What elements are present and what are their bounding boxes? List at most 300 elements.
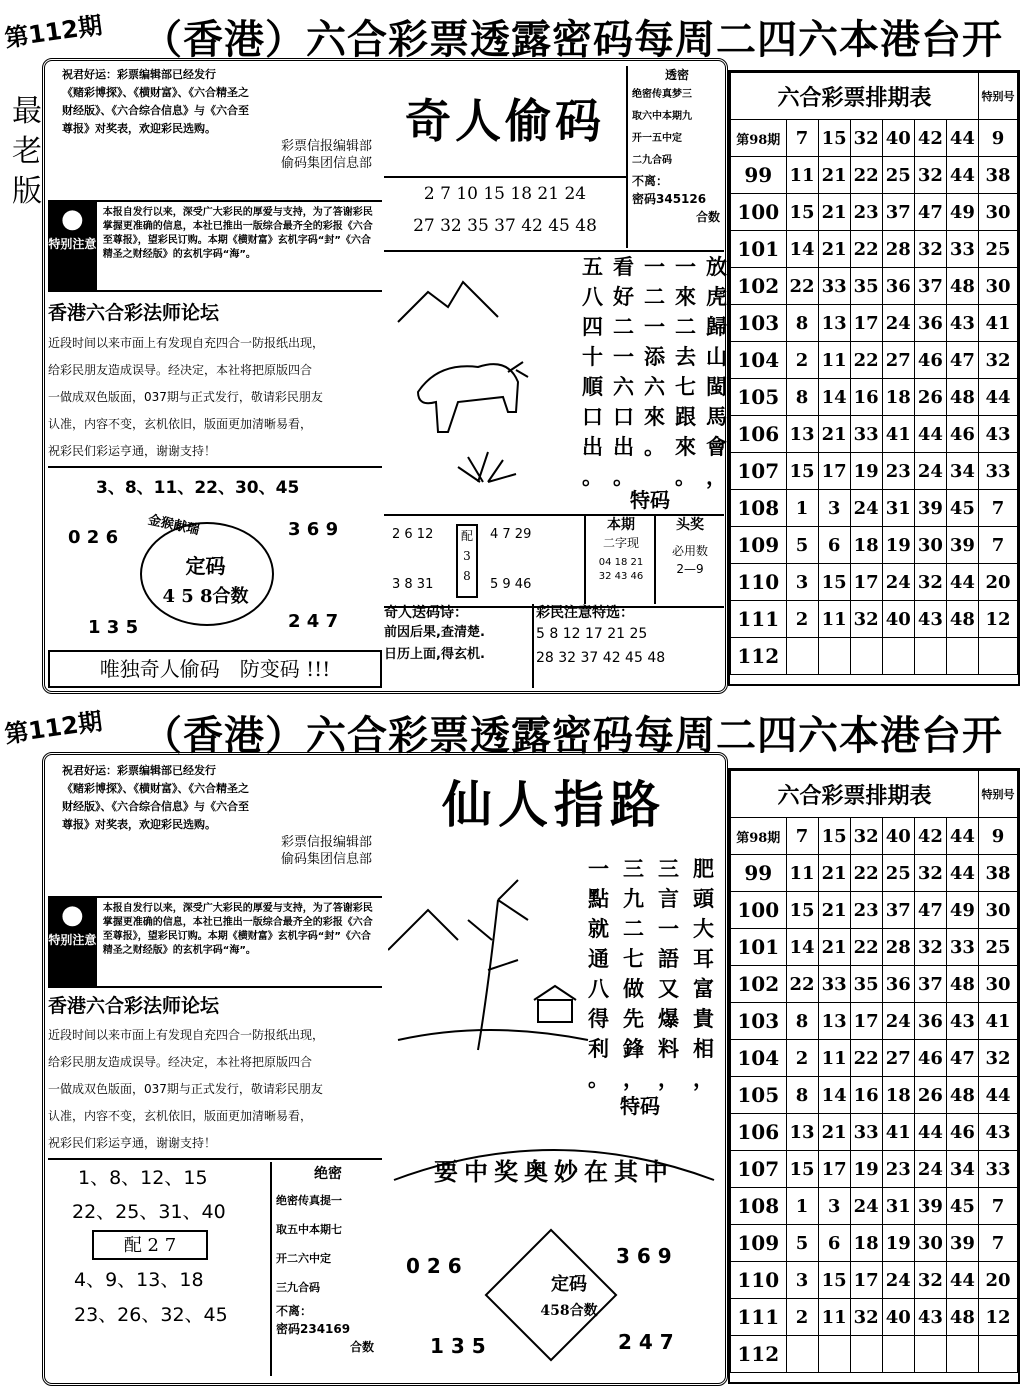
number-cell: 7 — [786, 120, 818, 157]
period-cell: 106 — [731, 416, 787, 453]
number-cell: 14 — [818, 1077, 850, 1114]
number-cell: 16 — [850, 379, 882, 416]
number-cell: 24 — [882, 1262, 914, 1299]
code-title: 定码 — [551, 1274, 587, 1295]
number-cell: 40 — [882, 1299, 914, 1336]
special-number-cell — [979, 638, 1018, 675]
period-cell: 100 — [731, 892, 787, 929]
forum-box — [48, 296, 382, 468]
period-cell: 第98期 — [731, 818, 787, 855]
number-cell: 17 — [818, 453, 850, 490]
period-cell: 101 — [731, 929, 787, 966]
verse-area — [384, 250, 727, 514]
slogan: 唯独奇人偷码 防变码 !!! — [48, 650, 382, 688]
number-cell: 8 — [786, 1003, 818, 1040]
schedule-row — [731, 453, 1018, 490]
number-cell: 23 — [850, 194, 882, 231]
pair-box: 配 3 8 — [456, 524, 478, 598]
number-cell: 37 — [882, 194, 914, 231]
number-cell: 27 — [882, 342, 914, 379]
number-cell: 22 — [786, 268, 818, 305]
schedule-title: 六合彩票排期表 — [731, 73, 979, 120]
schedule-row — [731, 268, 1018, 305]
number-cell: 48 — [946, 1077, 978, 1114]
number-cell: 33 — [818, 966, 850, 1003]
number-cell: 21 — [818, 194, 850, 231]
number-cell: 33 — [946, 929, 978, 966]
forum-box-bottom: 香港六合彩法师论坛 近段时间以来市面上有发现自充四合一防报纸出现， 给彩民朋友造成误导。经决定，本社将把原版四合 一做成双色版面，037期与正式发行，敬请彩民朋友 认准，内容不变，玄机依旧，版面更加清晰易看， 祝彩民们彩运亨通，谢谢支持！ — [48, 990, 382, 1160]
number-cell: 32 — [914, 855, 946, 892]
number-cell: 19 — [882, 527, 914, 564]
period-cell: 100 — [731, 194, 787, 231]
number-cell: 13 — [786, 1114, 818, 1151]
leak-box — [626, 66, 726, 248]
number-cell: 46 — [946, 416, 978, 453]
number-cell: 21 — [818, 855, 850, 892]
number-cell: 39 — [914, 490, 946, 527]
number-cell: 33 — [946, 231, 978, 268]
special-number-cell: 12 — [979, 1299, 1018, 1336]
schedule-row — [731, 892, 1018, 929]
number-cell: 43 — [946, 305, 978, 342]
number-cell: 45 — [946, 490, 978, 527]
numbers-line: 2 7 10 15 18 21 24 — [423, 184, 587, 204]
number-cell: 3 — [818, 1188, 850, 1225]
leak-lines: 绝密传真梦三 取六中本期九 开一五中定 二九合码 — [632, 89, 692, 166]
number-cell: 42 — [914, 120, 946, 157]
number-cell: 23 — [882, 1151, 914, 1188]
number-cell: 11 — [818, 1299, 850, 1336]
this-issue-box: 本期 二字现 04 18 21 32 43 46 — [584, 516, 656, 604]
number-cell: 41 — [882, 1114, 914, 1151]
number-cell: 26 — [914, 379, 946, 416]
special-code-label: 特码 — [630, 488, 670, 512]
period-cell: 111 — [731, 601, 787, 638]
feature-title: 奇人偷码 — [405, 94, 605, 148]
schedule-title: 六合彩票排期表 — [731, 771, 979, 818]
special-number-cell: 44 — [979, 1077, 1018, 1114]
number-cell: 32 — [914, 157, 946, 194]
period-cell: 112 — [731, 1336, 787, 1373]
special-number-cell: 9 — [979, 120, 1018, 157]
number-cell: 16 — [850, 1077, 882, 1114]
number-cell: 47 — [946, 342, 978, 379]
number-cell: 31 — [882, 1188, 914, 1225]
schedule-row — [731, 1151, 1018, 1188]
special-number-cell: 43 — [979, 1114, 1018, 1151]
number-cell: 5 — [786, 1225, 818, 1262]
code-ellipse-area — [48, 470, 382, 648]
number-cell: 15 — [786, 453, 818, 490]
number-cell: 2 — [786, 342, 818, 379]
schedule-row — [731, 929, 1018, 966]
schedule-row — [731, 564, 1018, 601]
poem-box: 奇人送码诗： 前因后果,查清楚. 日历上面,得玄机. — [384, 604, 534, 688]
greeting-box-bottom: 祝君好运：彩票编辑部已经发行 《赌彩博探》、《横财富》、《六合精圣之 财经版》、《六合综合信息》与《六合至 尊报》对奖表，欢迎彩民选购。 彩票信报编辑部 偷码集团信息部 — [62, 764, 372, 867]
number-cell: 5 — [786, 527, 818, 564]
number-cell: 17 — [850, 564, 882, 601]
feature-title: 仙人指路 — [442, 775, 666, 834]
number-cell: 44 — [946, 564, 978, 601]
period-cell: 第98期 — [731, 120, 787, 157]
number-cell — [882, 638, 914, 675]
number-cell: 25 — [882, 157, 914, 194]
number-cell: 39 — [946, 1225, 978, 1262]
number-cell — [850, 1336, 882, 1373]
special-number-cell: 25 — [979, 929, 1018, 966]
number-cell: 3 — [786, 564, 818, 601]
number-cell: 32 — [850, 601, 882, 638]
schedule-row — [731, 601, 1018, 638]
number-cell: 22 — [850, 929, 882, 966]
number-cell: 15 — [786, 194, 818, 231]
leak-head: 透密 — [664, 68, 689, 82]
number-cell: 22 — [850, 1040, 882, 1077]
issue-label: 第112期 — [2, 11, 104, 53]
mini-box — [384, 514, 724, 608]
number-cell: 39 — [946, 527, 978, 564]
schedule-row — [731, 157, 1018, 194]
number-cell: 32 — [914, 231, 946, 268]
period-cell: 106 — [731, 1114, 787, 1151]
number-cell: 40 — [882, 601, 914, 638]
number-cell: 19 — [882, 1225, 914, 1262]
number-cell: 44 — [946, 120, 978, 157]
number-cell: 2 — [786, 1299, 818, 1336]
period-cell: 105 — [731, 1077, 787, 1114]
number-cell: 36 — [914, 305, 946, 342]
numbers-box — [384, 178, 626, 248]
special-number-cell: 7 — [979, 527, 1018, 564]
number-cell: 40 — [882, 120, 914, 157]
number-cell: 22 — [850, 342, 882, 379]
number-cell: 32 — [850, 120, 882, 157]
number-cell: 37 — [914, 268, 946, 305]
number-cell: 14 — [786, 231, 818, 268]
number-cell: 18 — [882, 1077, 914, 1114]
number-cell — [786, 1336, 818, 1373]
special-number-cell: 44 — [979, 379, 1018, 416]
schedule-row — [731, 1040, 1018, 1077]
period-cell: 99 — [731, 157, 787, 194]
number-cell: 46 — [946, 1114, 978, 1151]
special-number-cell — [979, 1336, 1018, 1373]
special-number-cell: 7 — [979, 490, 1018, 527]
special-number-cell: 38 — [979, 157, 1018, 194]
number-cell: 6 — [818, 527, 850, 564]
br-code: 2 4 7 — [288, 611, 339, 632]
number-cell: 47 — [914, 194, 946, 231]
number-cell: 33 — [850, 1114, 882, 1151]
page-banner-bottom: （香港）六合彩票透露密码每周二四六本港台开 — [142, 712, 1003, 759]
number-cell: 11 — [786, 855, 818, 892]
number-cell: 32 — [914, 564, 946, 601]
number-cell: 24 — [882, 564, 914, 601]
number-cell: 15 — [786, 892, 818, 929]
number-cell: 17 — [850, 1003, 882, 1040]
number-cell — [850, 638, 882, 675]
left-code: 0 2 6 — [406, 1254, 462, 1278]
period-cell: 110 — [731, 1262, 787, 1299]
number-cell: 15 — [818, 564, 850, 601]
number-cell: 33 — [850, 416, 882, 453]
period-cell: 111 — [731, 1299, 787, 1336]
title-box-bottom — [384, 760, 724, 850]
number-cell: 44 — [946, 818, 978, 855]
number-cell: 49 — [946, 892, 978, 929]
schedule-row — [731, 818, 1018, 855]
number-cell: 21 — [818, 157, 850, 194]
bl-code: 1 3 5 — [430, 1334, 486, 1358]
number-cell: 2 — [786, 1040, 818, 1077]
arc-text: 金猴献瑞 — [146, 512, 201, 539]
numbers-line: 27 32 35 37 42 45 48 — [413, 216, 597, 236]
number-cell: 32 — [914, 1262, 946, 1299]
number-cell: 48 — [946, 1299, 978, 1336]
schedule-row — [731, 1114, 1018, 1151]
number-cell: 46 — [914, 1040, 946, 1077]
number-cell: 48 — [946, 268, 978, 305]
special-number-cell: 33 — [979, 1151, 1018, 1188]
issue-label-bottom: 第112期 — [2, 707, 104, 749]
period-cell: 109 — [731, 527, 787, 564]
number-cell: 34 — [946, 1151, 978, 1188]
forum-text: 近段时间以来市面上有发现自充四合一防报纸出现， 给彩民朋友造成误导。经决定，本社将把原版四合 一做成双色版面，037期与正式发行，敬请彩民朋友 认准，内容不变，玄机依旧，版面更加清晰易看， 祝彩民们彩运亨通，谢谢支持！ — [48, 336, 325, 458]
number-cell: 31 — [882, 490, 914, 527]
number-cell: 37 — [882, 892, 914, 929]
period-cell: 105 — [731, 379, 787, 416]
schedule-row — [731, 855, 1018, 892]
special-number-cell: 41 — [979, 1003, 1018, 1040]
schedule-row — [731, 1225, 1018, 1262]
number-cell: 37 — [914, 966, 946, 1003]
number-cell: 26 — [914, 1077, 946, 1114]
period-cell: 108 — [731, 1188, 787, 1225]
period-cell: 110 — [731, 564, 787, 601]
number-cell: 41 — [882, 416, 914, 453]
number-cell: 1 — [786, 1188, 818, 1225]
number-cell: 19 — [850, 453, 882, 490]
schedule-row — [731, 305, 1018, 342]
number-cell: 44 — [946, 855, 978, 892]
number-cell: 24 — [882, 305, 914, 342]
number-cell: 44 — [946, 1262, 978, 1299]
number-cell: 21 — [818, 892, 850, 929]
number-cell: 27 — [882, 1040, 914, 1077]
number-cell: 47 — [914, 892, 946, 929]
attention-box: 彩民注意特选： 5 8 12 17 21 25 28 32 37 42 45 48 — [536, 605, 666, 666]
schedule-row — [731, 638, 1018, 675]
tree-illustration — [388, 870, 598, 1080]
number-cell: 17 — [850, 1262, 882, 1299]
number-cell: 22 — [850, 855, 882, 892]
schedule-row — [731, 379, 1018, 416]
number-cell: 17 — [818, 1151, 850, 1188]
number-cell: 36 — [882, 966, 914, 1003]
number-cell: 22 — [850, 157, 882, 194]
number-cell: 30 — [914, 1225, 946, 1262]
side-label: 最 老 版 — [12, 94, 42, 209]
schedule-special-head: 特别号 — [979, 73, 1018, 120]
mini-b: 3 8 31 — [392, 577, 434, 592]
leak-code: 密码345126 — [632, 192, 707, 206]
number-cell: 14 — [818, 379, 850, 416]
number-cell: 15 — [818, 818, 850, 855]
verse-columns-bottom: 肥 頭 大 耳 富 貴 相 ， 三 言 一 語 又 爆 料 ， 三 九 二 七 做 先 鋒 ， 一 點 就 通 八 得 利 。 — [588, 856, 714, 1091]
special-number-cell: 32 — [979, 342, 1018, 379]
number-cell — [786, 638, 818, 675]
number-cell: 18 — [850, 1225, 882, 1262]
number-cell: 24 — [850, 1188, 882, 1225]
special-number-cell: 7 — [979, 1188, 1018, 1225]
period-cell: 107 — [731, 453, 787, 490]
number-cell: 7 — [786, 818, 818, 855]
bomb-icon: ● 特别注意 — [48, 202, 97, 290]
schedule-row — [731, 490, 1018, 527]
schedule-row — [731, 966, 1018, 1003]
special-number-cell: 25 — [979, 231, 1018, 268]
number-cell: 21 — [818, 1114, 850, 1151]
br-code: 2 4 7 — [618, 1330, 674, 1354]
number-cell: 36 — [914, 1003, 946, 1040]
schedule-row — [731, 342, 1018, 379]
number-cell: 35 — [850, 268, 882, 305]
number-cell: 23 — [850, 892, 882, 929]
number-cell: 32 — [850, 1299, 882, 1336]
number-cell: 44 — [914, 1114, 946, 1151]
number-cell — [914, 638, 946, 675]
number-cell: 30 — [914, 527, 946, 564]
period-cell: 107 — [731, 1151, 787, 1188]
number-cell: 15 — [818, 1262, 850, 1299]
number-cell — [818, 1336, 850, 1373]
secret-box: 绝密 绝密传真提一 取五中本期七 开二六中定 三九合码 不离： 密码234169 合数 — [270, 1162, 384, 1376]
period-cell: 109 — [731, 1225, 787, 1262]
number-cell: 22 — [786, 966, 818, 1003]
schedule-row — [731, 1003, 1018, 1040]
number-cell: 42 — [914, 818, 946, 855]
title-box — [384, 66, 626, 178]
number-cell: 11 — [818, 601, 850, 638]
period-cell: 103 — [731, 1003, 787, 1040]
number-cell: 21 — [818, 416, 850, 453]
number-cell — [914, 1336, 946, 1373]
schedule-special-head: 特别号 — [979, 771, 1018, 818]
number-cell: 48 — [946, 966, 978, 1003]
special-number-cell: 30 — [979, 194, 1018, 231]
number-cell: 44 — [946, 157, 978, 194]
special-number-cell: 30 — [979, 268, 1018, 305]
period-cell: 112 — [731, 638, 787, 675]
greeting-box — [62, 66, 380, 198]
greeting-sign: 彩票信报编辑部 偷码集团信息部 — [280, 139, 372, 171]
ox-illustration — [388, 262, 568, 502]
period-cell: 104 — [731, 342, 787, 379]
number-cell — [946, 638, 978, 675]
number-cell: 47 — [946, 1040, 978, 1077]
special-code-label: 特码 — [620, 1094, 660, 1118]
number-cell: 45 — [946, 1188, 978, 1225]
number-cell: 43 — [914, 1299, 946, 1336]
schedule-table-top — [728, 70, 1020, 686]
special-number-cell: 20 — [979, 1262, 1018, 1299]
number-cell: 23 — [882, 453, 914, 490]
top-numbers: 3、8、11、22、30、45 — [96, 478, 300, 498]
number-cell: 8 — [786, 379, 818, 416]
number-cell: 8 — [786, 1077, 818, 1114]
number-cell: 24 — [914, 453, 946, 490]
special-number-cell: 38 — [979, 855, 1018, 892]
forum-title: 香港六合彩法师论坛 — [48, 302, 220, 324]
number-cell: 43 — [914, 601, 946, 638]
number-cell: 3 — [786, 1262, 818, 1299]
special-number-cell: 12 — [979, 601, 1018, 638]
number-cell: 2 — [786, 601, 818, 638]
number-cell: 8 — [786, 305, 818, 342]
special-number-cell: 20 — [979, 564, 1018, 601]
special-number-cell: 30 — [979, 966, 1018, 1003]
number-cell: 13 — [818, 1003, 850, 1040]
special-number-cell: 41 — [979, 305, 1018, 342]
number-cell: 32 — [850, 818, 882, 855]
period-cell: 102 — [731, 966, 787, 1003]
number-cell: 35 — [850, 966, 882, 1003]
number-cell: 1 — [786, 490, 818, 527]
number-cell: 28 — [882, 231, 914, 268]
schedule-row — [731, 1188, 1018, 1225]
greeting-text: 祝君好运：彩票编辑部已经发行 《赌彩博探》、《横财富》、《六合精圣之 财经版》、《六合综合信息》与《六合至 尊报》对奖表，欢迎彩民选购。 — [62, 68, 249, 135]
schedule-row — [731, 527, 1018, 564]
notice-text: 本报自发行以来，深受广大彩民的厚爱与支持，为了答谢彩民掌握更准确的信息，本社已推出一版综合最齐全的彩报《六合至尊报》，望彩民订购。本期《横财富》玄机字码“封”《六合精圣之财经版》的玄机字码“海”。 — [102, 207, 373, 260]
period-cell: 103 — [731, 305, 787, 342]
number-cell: 43 — [946, 1003, 978, 1040]
schedule-row — [731, 1077, 1018, 1114]
leak-no-leave: 不离： — [632, 174, 669, 188]
pair-box: 配 2 7 — [92, 1230, 208, 1260]
number-cell: 19 — [850, 1151, 882, 1188]
number-cell: 11 — [818, 1040, 850, 1077]
special-number-cell: 33 — [979, 453, 1018, 490]
number-cell: 25 — [882, 855, 914, 892]
schedule-row — [731, 231, 1018, 268]
period-cell: 104 — [731, 1040, 787, 1077]
number-cell: 17 — [850, 305, 882, 342]
schedule-row — [731, 194, 1018, 231]
number-cell — [946, 1336, 978, 1373]
code-sum: 458合数 — [540, 1303, 598, 1319]
special-number-cell: 32 — [979, 1040, 1018, 1077]
number-cell: 46 — [914, 342, 946, 379]
number-cell: 13 — [786, 416, 818, 453]
page-banner: （香港）六合彩票透露密码每周二四六本港台开 — [142, 16, 1003, 63]
number-cell: 34 — [946, 453, 978, 490]
schedule-row — [731, 1299, 1018, 1336]
number-cell: 36 — [882, 268, 914, 305]
diamond-area — [384, 1130, 724, 1380]
code-title: 定码 — [185, 554, 226, 578]
verse-area-bottom — [384, 850, 724, 1120]
number-cell: 48 — [946, 601, 978, 638]
number-cell: 40 — [882, 818, 914, 855]
number-cell: 3 — [818, 490, 850, 527]
right-code: 3 6 9 — [288, 519, 339, 540]
special-number-cell: 9 — [979, 818, 1018, 855]
head-prize-box: 头奖 必用数 2—9 — [654, 516, 724, 604]
special-number-cell: 30 — [979, 892, 1018, 929]
period-cell: 108 — [731, 490, 787, 527]
code-sum: 4 5 8合数 — [162, 586, 249, 607]
numbers-block: 1、8、12、15 22、25、31、40 配 2 7 4、9、13、18 23、26、32、45 — [72, 1167, 228, 1326]
